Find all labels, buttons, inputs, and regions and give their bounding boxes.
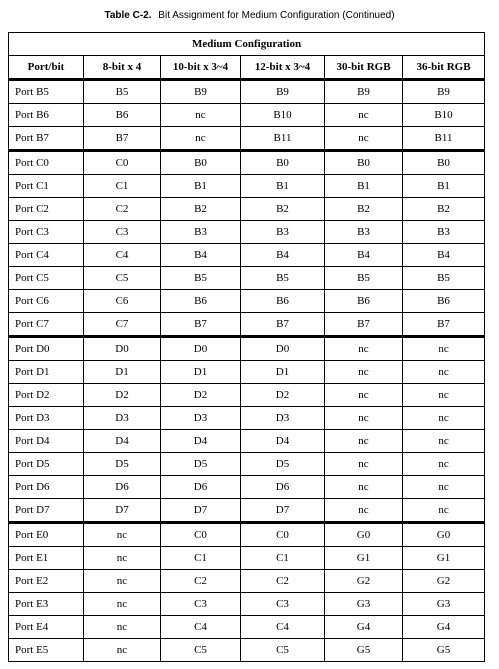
column-header: 12-bit x 3~4: [241, 56, 325, 80]
port-cell: Port C4: [9, 244, 84, 267]
port-cell: Port D6: [9, 476, 84, 499]
bit-cell: B5: [84, 80, 161, 104]
table-row: [9, 127, 485, 151]
port-cell: Port B6: [9, 104, 84, 127]
bit-cell: G3: [325, 593, 403, 616]
group-header-row: [9, 33, 485, 56]
bit-cell: C1: [241, 547, 325, 570]
bit-cell: G4: [325, 616, 403, 639]
bit-cell: B4: [161, 244, 241, 267]
port-cell: Port C0: [9, 151, 84, 175]
column-header: 10-bit x 3~4: [161, 56, 241, 80]
bit-cell: B9: [241, 80, 325, 104]
bit-cell: D1: [161, 361, 241, 384]
bit-cell: nc: [84, 639, 161, 662]
bit-cell: G3: [403, 593, 485, 616]
bit-cell: B3: [241, 221, 325, 244]
bit-cell: nc: [84, 547, 161, 570]
bit-cell: nc: [403, 499, 485, 523]
bit-cell: B2: [161, 198, 241, 221]
bit-cell: nc: [325, 430, 403, 453]
table-row: [9, 639, 485, 662]
bit-cell: B5: [403, 267, 485, 290]
port-cell: Port E3: [9, 593, 84, 616]
bit-cell: B0: [241, 151, 325, 175]
bit-cell: B7: [161, 313, 241, 337]
port-cell: Port B5: [9, 80, 84, 104]
port-cell: Port E4: [9, 616, 84, 639]
bit-cell: nc: [403, 453, 485, 476]
bit-cell: C6: [84, 290, 161, 313]
column-header-row: [9, 56, 485, 80]
bit-cell: nc: [161, 104, 241, 127]
bit-cell: C5: [241, 639, 325, 662]
table-row: [9, 384, 485, 407]
bit-cell: D7: [84, 499, 161, 523]
table-row: [9, 221, 485, 244]
bit-cell: B5: [161, 267, 241, 290]
bit-cell: B6: [325, 290, 403, 313]
port-cell: Port C5: [9, 267, 84, 290]
bit-cell: D1: [84, 361, 161, 384]
port-cell: Port E0: [9, 523, 84, 547]
bit-cell: nc: [325, 476, 403, 499]
bit-cell: B9: [403, 80, 485, 104]
table-row: [9, 313, 485, 337]
bit-cell: G2: [325, 570, 403, 593]
bit-cell: B10: [241, 104, 325, 127]
bit-cell: C0: [241, 523, 325, 547]
bit-cell: C2: [84, 198, 161, 221]
bit-cell: B7: [403, 313, 485, 337]
bit-assignment-table: [8, 32, 485, 662]
bit-cell: B10: [403, 104, 485, 127]
bit-cell: G5: [403, 639, 485, 662]
bit-cell: B5: [325, 267, 403, 290]
bit-cell: nc: [325, 337, 403, 361]
bit-cell: B3: [325, 221, 403, 244]
bit-cell: nc: [84, 523, 161, 547]
bit-cell: B4: [403, 244, 485, 267]
bit-cell: D2: [161, 384, 241, 407]
bit-cell: C4: [241, 616, 325, 639]
bit-cell: nc: [403, 407, 485, 430]
bit-cell: B6: [161, 290, 241, 313]
bit-cell: nc: [403, 361, 485, 384]
table-row: [9, 547, 485, 570]
bit-cell: B7: [241, 313, 325, 337]
table-row: [9, 616, 485, 639]
table-row: [9, 499, 485, 523]
bit-cell: D1: [241, 361, 325, 384]
bit-cell: B1: [403, 175, 485, 198]
bit-cell: D2: [241, 384, 325, 407]
bit-cell: B7: [84, 127, 161, 151]
table-row: [9, 430, 485, 453]
bit-cell: D6: [241, 476, 325, 499]
bit-cell: B6: [403, 290, 485, 313]
bit-cell: B11: [403, 127, 485, 151]
bit-cell: D3: [161, 407, 241, 430]
port-cell: Port D4: [9, 430, 84, 453]
bit-cell: nc: [403, 384, 485, 407]
bit-cell: D7: [161, 499, 241, 523]
bit-cell: nc: [325, 453, 403, 476]
bit-cell: G0: [325, 523, 403, 547]
bit-cell: B3: [403, 221, 485, 244]
bit-cell: C7: [84, 313, 161, 337]
bit-cell: G1: [325, 547, 403, 570]
table-row: [9, 175, 485, 198]
table-row: [9, 244, 485, 267]
bit-cell: B1: [161, 175, 241, 198]
bit-cell: D4: [84, 430, 161, 453]
bit-cell: C3: [241, 593, 325, 616]
bit-cell: B9: [161, 80, 241, 104]
bit-cell: B1: [325, 175, 403, 198]
port-cell: Port C2: [9, 198, 84, 221]
port-cell: Port C7: [9, 313, 84, 337]
bit-cell: B1: [241, 175, 325, 198]
table-row: [9, 337, 485, 361]
bit-cell: B5: [241, 267, 325, 290]
bit-cell: C4: [161, 616, 241, 639]
port-cell: Port E1: [9, 547, 84, 570]
table-row: [9, 570, 485, 593]
bit-cell: C5: [161, 639, 241, 662]
port-cell: Port C6: [9, 290, 84, 313]
bit-cell: nc: [84, 593, 161, 616]
table-row: [9, 407, 485, 430]
table-row: [9, 361, 485, 384]
column-header: 36-bit RGB: [403, 56, 485, 80]
table-row: [9, 198, 485, 221]
port-cell: Port D7: [9, 499, 84, 523]
bit-cell: D7: [241, 499, 325, 523]
bit-cell: nc: [161, 127, 241, 151]
bit-cell: G1: [403, 547, 485, 570]
bit-cell: nc: [84, 570, 161, 593]
bit-cell: G0: [403, 523, 485, 547]
bit-cell: B2: [325, 198, 403, 221]
port-cell: Port C3: [9, 221, 84, 244]
bit-cell: B2: [241, 198, 325, 221]
bit-cell: C3: [161, 593, 241, 616]
bit-cell: B7: [325, 313, 403, 337]
bit-cell: D4: [161, 430, 241, 453]
port-cell: Port D5: [9, 453, 84, 476]
bit-cell: nc: [325, 104, 403, 127]
bit-cell: B0: [403, 151, 485, 175]
port-cell: Port D0: [9, 337, 84, 361]
bit-cell: D0: [84, 337, 161, 361]
bit-cell: nc: [325, 407, 403, 430]
bit-cell: D6: [84, 476, 161, 499]
bit-cell: nc: [325, 499, 403, 523]
table-row: [9, 593, 485, 616]
bit-cell: G5: [325, 639, 403, 662]
bit-cell: C2: [161, 570, 241, 593]
column-header: Port/bit: [9, 56, 84, 80]
bit-cell: C3: [84, 221, 161, 244]
bit-cell: B11: [241, 127, 325, 151]
table-row: [9, 523, 485, 547]
bit-cell: nc: [325, 127, 403, 151]
port-cell: Port D3: [9, 407, 84, 430]
port-cell: Port B7: [9, 127, 84, 151]
table-caption-label: Table C-2.: [104, 10, 152, 21]
bit-cell: B9: [325, 80, 403, 104]
bit-cell: B4: [241, 244, 325, 267]
bit-cell: B4: [325, 244, 403, 267]
bit-cell: B6: [241, 290, 325, 313]
bit-cell: D0: [161, 337, 241, 361]
bit-cell: D5: [84, 453, 161, 476]
port-cell: Port D1: [9, 361, 84, 384]
bit-cell: nc: [325, 361, 403, 384]
bit-cell: D6: [161, 476, 241, 499]
bit-cell: nc: [403, 337, 485, 361]
bit-cell: B6: [84, 104, 161, 127]
bit-cell: C5: [84, 267, 161, 290]
table-row: [9, 151, 485, 175]
bit-cell: C1: [84, 175, 161, 198]
bit-cell: nc: [325, 384, 403, 407]
bit-cell: C0: [161, 523, 241, 547]
bit-cell: B0: [161, 151, 241, 175]
group-header-cell: Medium Configuration: [9, 33, 485, 56]
table-row: [9, 80, 485, 104]
bit-cell: D4: [241, 430, 325, 453]
port-cell: Port D2: [9, 384, 84, 407]
bit-cell: D3: [241, 407, 325, 430]
bit-cell: C2: [241, 570, 325, 593]
bit-cell: C0: [84, 151, 161, 175]
bit-cell: D5: [241, 453, 325, 476]
table-row: [9, 290, 485, 313]
bit-cell: B0: [325, 151, 403, 175]
port-cell: Port E2: [9, 570, 84, 593]
bit-cell: G2: [403, 570, 485, 593]
port-cell: Port E5: [9, 639, 84, 662]
table-caption-title: Bit Assignment for Medium Configuration (Continued): [158, 10, 395, 21]
bit-cell: nc: [403, 430, 485, 453]
bit-cell: nc: [84, 616, 161, 639]
bit-cell: D5: [161, 453, 241, 476]
table-row: [9, 476, 485, 499]
bit-cell: B2: [403, 198, 485, 221]
column-header: 30-bit RGB: [325, 56, 403, 80]
table-row: [9, 267, 485, 290]
port-cell: Port C1: [9, 175, 84, 198]
column-header: 8-bit x 4: [84, 56, 161, 80]
table-row: [9, 453, 485, 476]
bit-cell: D3: [84, 407, 161, 430]
bit-cell: nc: [403, 476, 485, 499]
bit-cell: G4: [403, 616, 485, 639]
bit-cell: B3: [161, 221, 241, 244]
bit-cell: D0: [241, 337, 325, 361]
bit-cell: C4: [84, 244, 161, 267]
table-caption: [0, 10, 499, 21]
table-row: [9, 104, 485, 127]
bit-cell: C1: [161, 547, 241, 570]
table-body: [9, 80, 485, 662]
bit-cell: D2: [84, 384, 161, 407]
